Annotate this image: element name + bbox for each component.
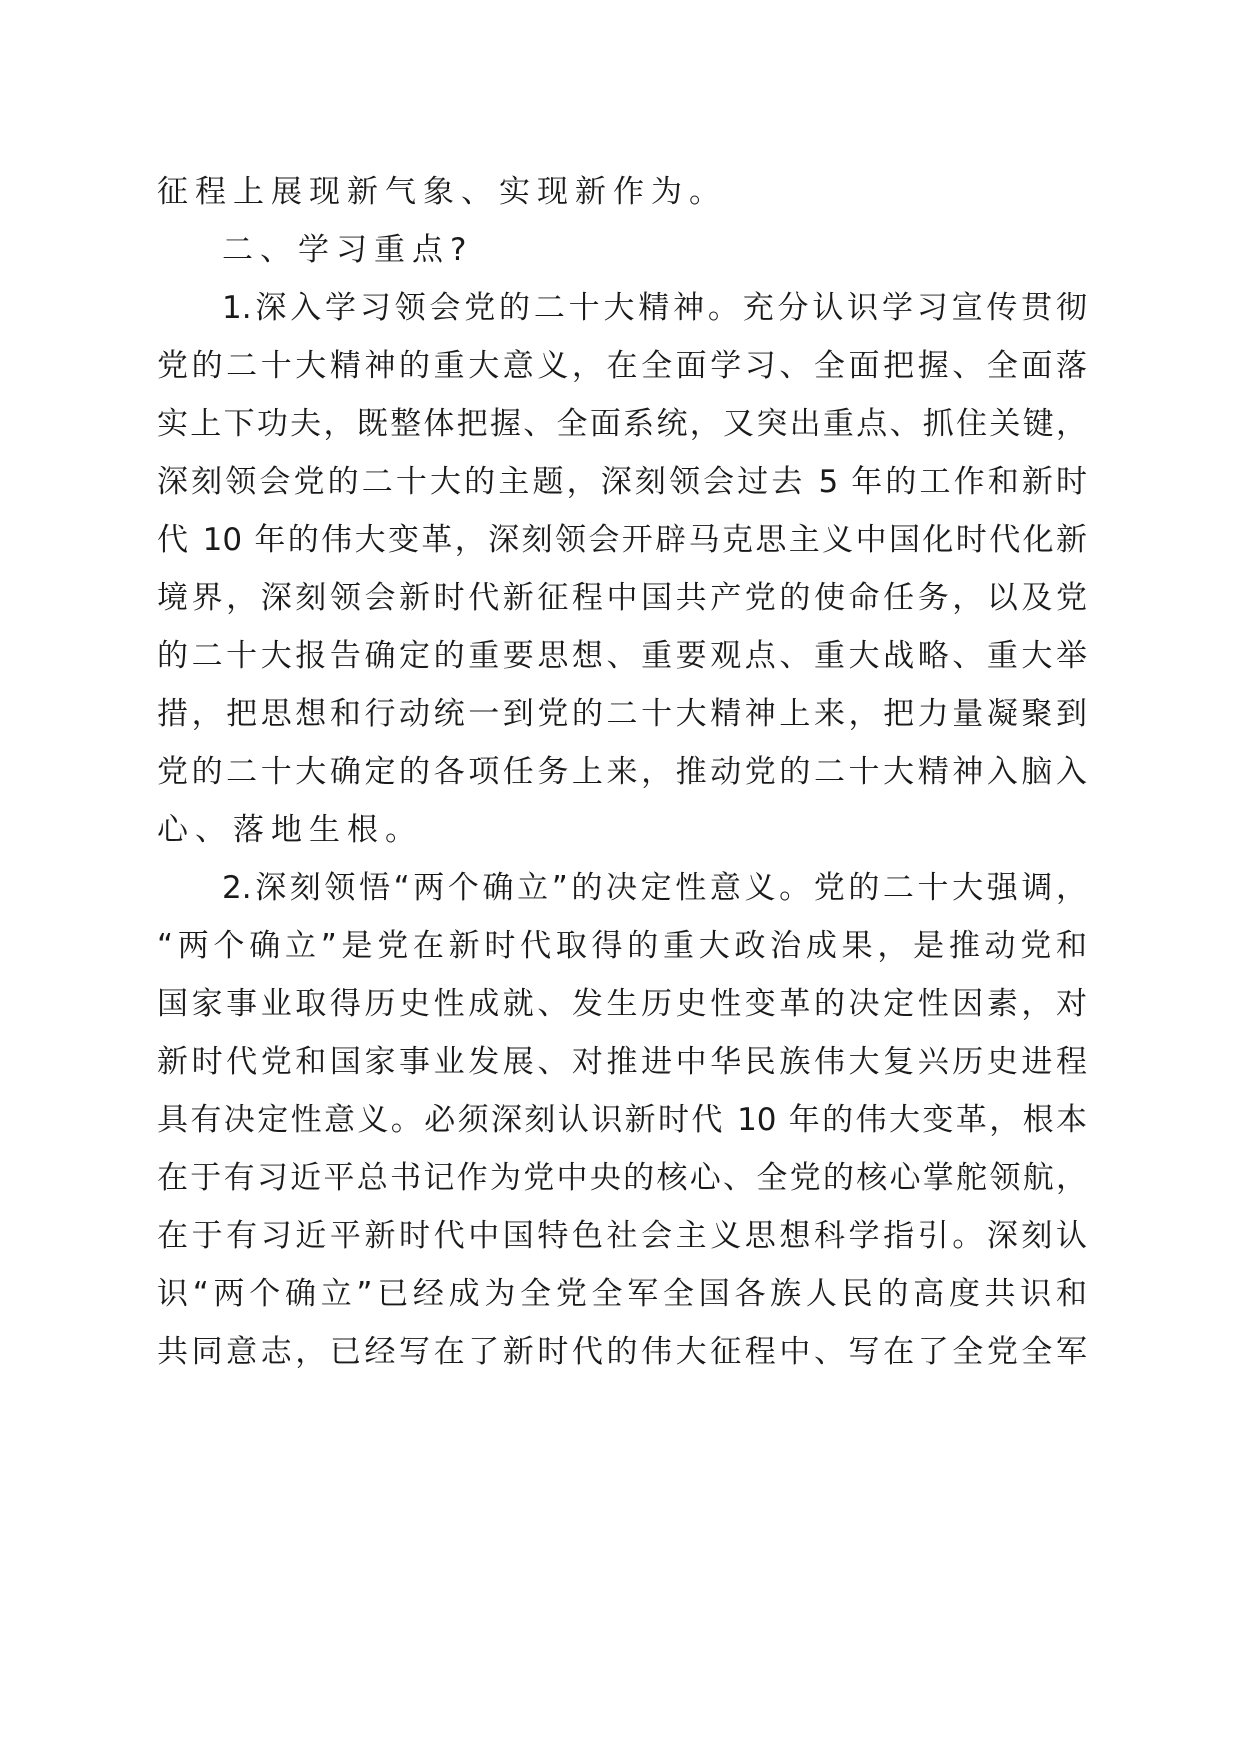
body-line: 在于有习近平总书记作为党中央的核心、全党的核心掌舵领航，	[157, 1160, 1087, 1196]
body-line: 新时代党和国家事业发展、对推进中华民族伟大复兴历史进程	[157, 1044, 1087, 1080]
body-line: 具有决定性意义。必须深刻认识新时代 10 年的伟大变革，根本	[157, 1102, 1087, 1138]
body-line: 在于有习近平新时代中国特色社会主义思想科学指引。深刻认	[157, 1218, 1087, 1254]
body-line: 的二十大报告确定的重要思想、重要观点、重大战略、重大举	[157, 638, 1087, 674]
body-line: 征程上展现新气象、实现新作为。	[157, 174, 727, 210]
paragraph-heading-line: 2.深刻领悟“两个确立”的决定性意义。党的二十大强调，	[222, 870, 1087, 906]
body-line: 代 10 年的伟大变革，深刻领会开辟马克思主义中国化时代化新	[157, 522, 1087, 558]
body-line: 党的二十大确定的各项任务上来，推动党的二十大精神入脑入	[157, 754, 1087, 790]
body-line: 国家事业取得历史性成就、发生历史性变革的决定性因素，对	[157, 986, 1087, 1022]
body-line: 实上下功夫，既整体把握、全面系统，又突出重点、抓住关键，	[157, 406, 1087, 442]
body-line: 党的二十大精神的重大意义，在全面学习、全面把握、全面落	[157, 348, 1087, 384]
body-line: 措，把思想和行动统一到党的二十大精神上来，把力量凝聚到	[157, 696, 1087, 732]
section-heading: 二、学习重点?	[222, 232, 474, 268]
body-line: 识“两个确立”已经成为全党全军全国各族人民的高度共识和	[157, 1276, 1087, 1312]
body-line: 共同意志，已经写在了新时代的伟大征程中、写在了全党全军	[157, 1334, 1087, 1370]
body-line: 心、落地生根。	[157, 812, 423, 848]
body-line: “两个确立”是党在新时代取得的重大政治成果，是推动党和	[157, 928, 1087, 964]
body-line: 境界，深刻领会新时代新征程中国共产党的使命任务，以及党	[157, 580, 1087, 616]
body-line: 深刻领会党的二十大的主题，深刻领会过去 5 年的工作和新时	[157, 464, 1087, 500]
paragraph-heading-line: 1.深入学习领会党的二十大精神。充分认识学习宣传贯彻	[222, 290, 1087, 326]
